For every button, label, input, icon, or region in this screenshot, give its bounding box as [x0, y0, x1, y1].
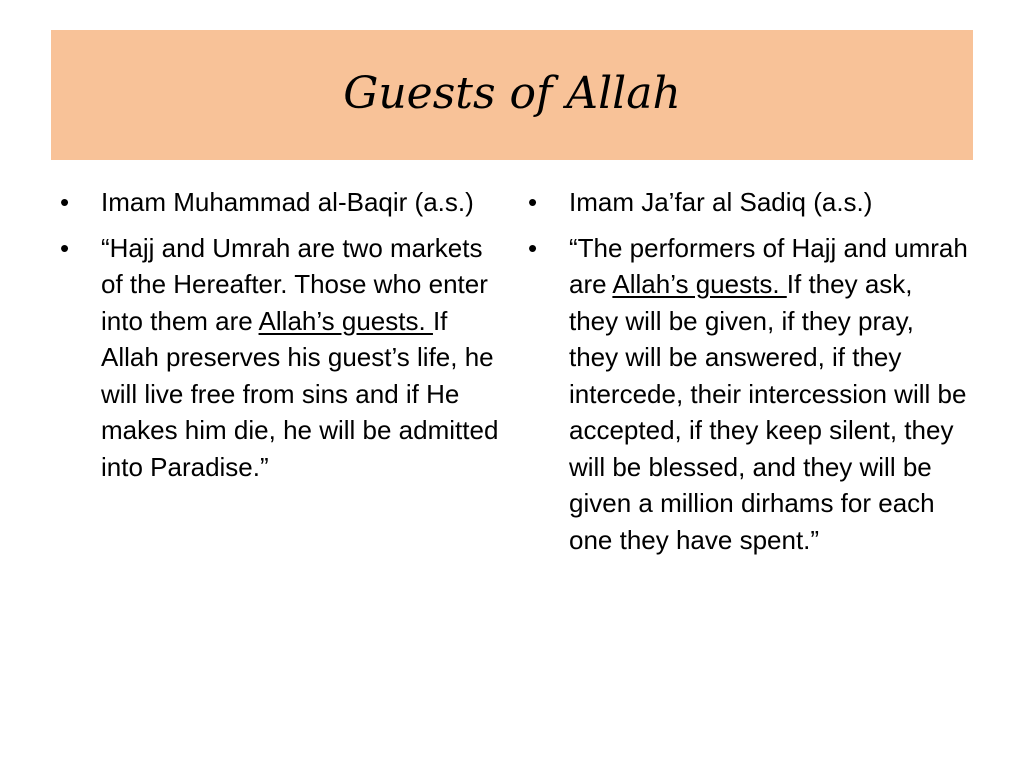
- right-bullet-item: [528, 184, 968, 221]
- bullet-icon: •: [60, 232, 70, 263]
- slide-title: Guests of Allah: [343, 67, 681, 119]
- bullet-text: If they ask, they will be given, if they pray, they will be answered, if they intercede, their intercession will be accepted, if they keep silent, they will be blessed, and they will be given a million dirhams for each one they have spent.”: [569, 269, 967, 555]
- title-bar: [51, 30, 973, 160]
- underlined-phrase: Allah’s guests.: [612, 269, 787, 299]
- right-bullet-item: [528, 230, 968, 559]
- left-column: [60, 184, 500, 494]
- bullet-text: “Hajj and Umrah are two markets of the Hereafter. Those who enter into them are: [101, 232, 488, 336]
- underlined-phrase: Allah’s guests.: [258, 305, 433, 336]
- bullet-text: “The performers of Hajj and umrah are: [569, 232, 968, 299]
- bullet-text: Imam Muhammad al-Baqir (a.s.): [101, 187, 474, 217]
- left-bullet-item: [60, 184, 500, 221]
- bullet-icon: •: [528, 232, 538, 263]
- bullet-text: If Allah preserves his guest’s life, he will live free from sins and if He makes him die, he will be admitted into Paradise.”: [101, 305, 499, 482]
- left-bullet-item: [60, 230, 500, 486]
- bullet-icon: •: [528, 187, 538, 217]
- bullet-icon: •: [60, 187, 70, 217]
- bullet-text: Imam Ja’far al Sadiq (a.s.): [569, 187, 873, 217]
- right-column: [528, 184, 968, 567]
